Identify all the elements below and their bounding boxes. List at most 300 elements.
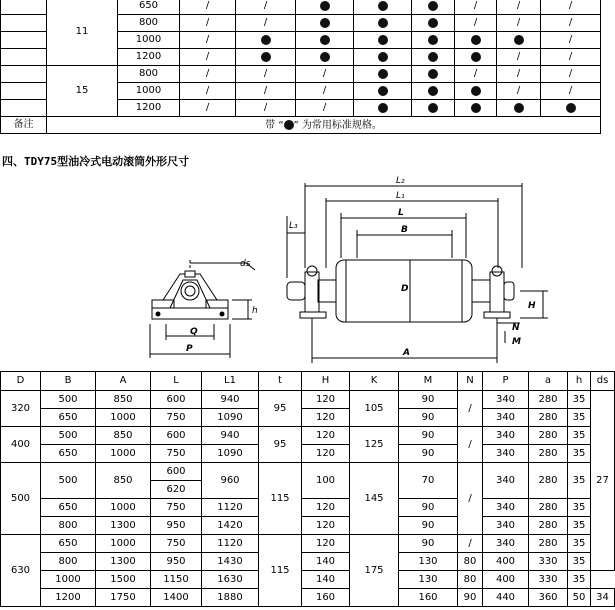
h-cell: 120	[302, 517, 350, 535]
standard-spec-cell	[354, 15, 412, 32]
h-cell: 100	[302, 463, 350, 499]
m-cell: 160	[399, 589, 458, 607]
slash-mark: /	[568, 17, 573, 28]
h-cell: 120	[302, 535, 350, 553]
ds-cell: 34	[591, 589, 615, 607]
slash-mark: /	[263, 85, 268, 96]
diameter-cell: 400	[1, 427, 41, 463]
column-header: t	[259, 372, 302, 391]
dimension-row	[1, 463, 615, 481]
section-heading: 四、TDY75型油冷式电动滚筒外形尺寸	[2, 155, 190, 168]
unavailable-cell	[541, 83, 601, 100]
unavailable-cell	[296, 100, 354, 117]
standard-dot-icon	[378, 69, 388, 79]
roller-outline-drawing	[0, 168, 601, 371]
standard-spec-cell	[354, 32, 412, 49]
standard-dot-icon	[378, 52, 388, 62]
dimension-row	[1, 553, 615, 571]
standard-spec-cell	[296, 49, 354, 66]
small-a-cell: 280	[529, 535, 568, 553]
h-cell: 120	[302, 427, 350, 445]
small-a-cell: 330	[529, 553, 568, 571]
slash-mark: /	[516, 85, 521, 96]
standard-spec-cell	[497, 32, 541, 49]
standard-spec-cell	[455, 100, 497, 117]
unavailable-cell	[455, 0, 497, 15]
label-h-big: H	[528, 301, 536, 311]
small-a-cell: 280	[529, 463, 568, 499]
unavailable-cell	[236, 0, 296, 15]
unavailable-cell	[236, 100, 296, 117]
standard-dot-icon	[471, 86, 481, 96]
small-a-cell: 280	[529, 445, 568, 463]
n-cell: /	[458, 427, 483, 463]
standard-spec-cell	[455, 49, 497, 66]
belt-width-cell: 1200	[118, 49, 180, 66]
small-h-cell: 35	[568, 391, 591, 409]
slash-mark: /	[205, 51, 210, 62]
a-cell: 850	[96, 391, 151, 409]
label-b: B	[401, 225, 408, 235]
slash-mark: /	[322, 68, 327, 79]
slash-mark: /	[263, 0, 268, 11]
b-cell: 800	[41, 553, 96, 571]
l1-cell: 940	[202, 427, 259, 445]
standard-spec-cell	[412, 32, 455, 49]
belt-width-cell: 800	[118, 15, 180, 32]
slash-mark: /	[322, 102, 327, 113]
dimension-row	[1, 391, 615, 409]
m-cell: 90	[399, 535, 458, 553]
a-cell: 1000	[96, 409, 151, 427]
p-cell: 340	[483, 445, 529, 463]
m-cell: 70	[399, 463, 458, 499]
unavailable-cell	[180, 32, 236, 49]
standard-spec-cell	[455, 32, 497, 49]
p-cell: 400	[483, 571, 529, 589]
standard-dot-icon	[471, 35, 481, 45]
standard-spec-cell	[296, 15, 354, 32]
belt-width-cell: 1000	[118, 83, 180, 100]
unavailable-cell	[541, 66, 601, 83]
standard-dot-icon	[378, 86, 388, 96]
standard-spec-cell	[354, 66, 412, 83]
unavailable-cell	[541, 15, 601, 32]
small-a-cell: 280	[529, 517, 568, 535]
dimension-table	[0, 371, 615, 607]
standard-spec-cell	[296, 0, 354, 15]
unavailable-cell	[541, 0, 601, 15]
header-row	[1, 372, 615, 391]
label-h-small: h	[252, 306, 258, 316]
column-header: A	[96, 372, 151, 391]
standard-spec-cell	[412, 15, 455, 32]
h-cell: 120	[302, 445, 350, 463]
standard-spec-cell	[455, 83, 497, 100]
l-cell: 750	[151, 535, 202, 553]
l1-cell: 1090	[202, 409, 259, 427]
h-cell: 140	[302, 571, 350, 589]
standard-dot-icon	[428, 35, 438, 45]
small-a-cell: 280	[529, 499, 568, 517]
l1-cell: 960	[202, 463, 259, 499]
b-cell: 650	[41, 409, 96, 427]
blank-cell	[1, 49, 47, 66]
standard-dot-icon	[378, 103, 388, 113]
blank-cell	[1, 83, 47, 100]
dimension-row	[1, 535, 615, 553]
slash-mark: /	[263, 102, 268, 113]
standard-dot-icon	[378, 18, 388, 28]
unavailable-cell	[497, 83, 541, 100]
blank-cell	[1, 32, 47, 49]
label-l3: L₃	[289, 221, 298, 231]
belt-width-cell: 650	[118, 0, 180, 15]
small-h-cell: 35	[568, 445, 591, 463]
column-header: M	[399, 372, 458, 391]
unavailable-cell	[541, 32, 601, 49]
b-cell: 650	[41, 499, 96, 517]
l-cell: 750	[151, 445, 202, 463]
a-cell: 1000	[96, 499, 151, 517]
l-cell: 600	[151, 427, 202, 445]
dimension-row	[1, 499, 615, 517]
slash-mark: /	[568, 68, 573, 79]
unavailable-cell	[541, 49, 601, 66]
b-cell: 800	[41, 517, 96, 535]
m-cell: 130	[399, 571, 458, 589]
small-h-cell: 35	[568, 517, 591, 535]
spec-row	[1, 66, 601, 83]
m-cell: 90	[399, 445, 458, 463]
unavailable-cell	[236, 66, 296, 83]
blank-cell	[1, 100, 47, 117]
a-cell: 1500	[96, 571, 151, 589]
l-cell: 1150	[151, 571, 202, 589]
l1-cell: 1630	[202, 571, 259, 589]
b-cell: 500	[41, 427, 96, 445]
n-cell: 80	[458, 571, 483, 589]
p-cell: 400	[483, 553, 529, 571]
column-header: D	[1, 372, 41, 391]
standard-dot-icon	[514, 103, 524, 113]
unavailable-cell	[236, 15, 296, 32]
l-cell: 600	[151, 391, 202, 409]
h-cell: 160	[302, 589, 350, 607]
standard-spec-cell	[412, 49, 455, 66]
blank-cell	[1, 66, 47, 83]
slash-mark: /	[568, 0, 573, 11]
a-cell: 1300	[96, 517, 151, 535]
k-cell: 105	[350, 391, 399, 427]
slash-mark: /	[263, 68, 268, 79]
small-a-cell: 280	[529, 391, 568, 409]
belt-width-cell: 800	[118, 66, 180, 83]
standard-dot-icon	[566, 103, 576, 113]
standard-dot-icon	[428, 18, 438, 28]
slash-mark: /	[473, 0, 478, 11]
l-cell: 950	[151, 553, 202, 571]
standard-dot-icon	[320, 35, 330, 45]
standard-spec-cell	[412, 100, 455, 117]
label-l1: L₁	[396, 191, 405, 201]
small-a-cell: 280	[529, 427, 568, 445]
l1-cell: 1090	[202, 445, 259, 463]
remark-label: 备注	[1, 117, 47, 134]
label-d: D	[401, 284, 409, 294]
standard-spec-cell	[412, 0, 455, 15]
dimension-row	[1, 589, 615, 607]
l-cell: 950	[151, 517, 202, 535]
unavailable-cell	[497, 15, 541, 32]
l1-cell: 940	[202, 391, 259, 409]
remark-after: ” 为常用标准规格。	[293, 119, 382, 131]
blank-cell	[1, 15, 47, 32]
dimension-row	[1, 517, 615, 535]
p-cell: 340	[483, 409, 529, 427]
diameter-cell: 500	[1, 463, 41, 535]
label-n: N	[512, 323, 520, 333]
b-cell: 500	[41, 463, 96, 499]
n-cell: /	[458, 535, 483, 553]
standard-dot-icon	[514, 35, 524, 45]
slash-mark: /	[516, 17, 521, 28]
m-cell: 130	[399, 553, 458, 571]
t-cell: 95	[259, 391, 302, 427]
b-cell: 650	[41, 535, 96, 553]
h-cell: 120	[302, 391, 350, 409]
column-header: L	[151, 372, 202, 391]
unavailable-cell	[180, 0, 236, 15]
unavailable-cell	[180, 66, 236, 83]
label-ds: ds	[240, 259, 251, 269]
label-l: L	[398, 208, 404, 218]
dimension-row	[1, 427, 615, 445]
a-cell: 1300	[96, 553, 151, 571]
l-cell: 750	[151, 409, 202, 427]
slash-mark: /	[205, 102, 210, 113]
diameter-cell: 320	[1, 391, 41, 427]
standard-dot-icon	[428, 103, 438, 113]
standard-dot-icon	[261, 35, 271, 45]
slash-mark: /	[516, 0, 521, 11]
front-view	[287, 176, 548, 363]
p-cell: 340	[483, 463, 529, 499]
standard-dot-icon	[320, 1, 330, 11]
standard-dot-icon	[320, 52, 330, 62]
slash-mark: /	[263, 17, 268, 28]
standard-dot-icon	[471, 52, 481, 62]
l1-cell: 1120	[202, 499, 259, 517]
side-view	[150, 259, 258, 358]
label-q: Q	[190, 327, 198, 337]
slash-mark: /	[568, 85, 573, 96]
small-a-cell: 330	[529, 571, 568, 589]
h-cell: 120	[302, 409, 350, 427]
slash-mark: /	[516, 68, 521, 79]
h-cell: 120	[302, 499, 350, 517]
l1-cell: 1430	[202, 553, 259, 571]
small-h-cell: 35	[568, 463, 591, 499]
standard-spec-cell	[236, 49, 296, 66]
label-m: M	[512, 337, 521, 347]
n-cell: 90	[458, 589, 483, 607]
a-cell: 850	[96, 463, 151, 499]
slash-mark: /	[205, 0, 210, 11]
l-cell: 1400	[151, 589, 202, 607]
slash-mark: /	[473, 17, 478, 28]
standard-dot-icon	[378, 1, 388, 11]
column-header: N	[458, 372, 483, 391]
column-header: B	[41, 372, 96, 391]
small-h-cell: 35	[568, 535, 591, 553]
unavailable-cell	[180, 15, 236, 32]
column-header: ds	[591, 372, 615, 391]
unavailable-cell	[497, 0, 541, 15]
label-a: A	[403, 348, 410, 358]
unavailable-cell	[296, 66, 354, 83]
remark-text	[47, 117, 601, 134]
standard-spec-cell	[541, 100, 601, 117]
standard-dot-icon	[284, 120, 294, 130]
a-cell: 850	[96, 427, 151, 445]
n-cell: /	[458, 391, 483, 427]
small-h-cell: 35	[568, 553, 591, 571]
a-cell: 1000	[96, 445, 151, 463]
l1-cell: 1120	[202, 535, 259, 553]
unavailable-cell	[180, 100, 236, 117]
p-cell: 440	[483, 589, 529, 607]
slash-mark: /	[568, 34, 573, 45]
small-a-cell: 280	[529, 409, 568, 427]
power-cell: 11	[47, 0, 118, 66]
p-cell: 340	[483, 499, 529, 517]
unavailable-cell	[296, 83, 354, 100]
small-h-cell: 35	[568, 499, 591, 517]
belt-width-cell: 1000	[118, 32, 180, 49]
remark-before: 带 “	[265, 119, 284, 131]
dimension-row	[1, 409, 615, 427]
b-cell: 1200	[41, 589, 96, 607]
h-cell: 140	[302, 553, 350, 571]
l1-cell: 1880	[202, 589, 259, 607]
standard-dot-icon	[320, 18, 330, 28]
b-cell: 500	[41, 391, 96, 409]
m-cell: 90	[399, 427, 458, 445]
a-cell: 1000	[96, 535, 151, 553]
unavailable-cell	[455, 15, 497, 32]
spec-availability-table	[0, 0, 601, 134]
label-p: P	[186, 344, 193, 354]
m-cell: 90	[399, 409, 458, 427]
standard-spec-cell	[412, 66, 455, 83]
standard-dot-icon	[261, 52, 271, 62]
small-h-cell: 35	[568, 427, 591, 445]
dimension-row	[1, 445, 615, 463]
unavailable-cell	[497, 49, 541, 66]
diameter-cell: 630	[1, 535, 41, 607]
label-l2: L₂	[396, 176, 405, 186]
m-cell: 90	[399, 499, 458, 517]
p-cell: 340	[483, 427, 529, 445]
l-cell: 600	[151, 463, 202, 481]
standard-spec-cell	[354, 100, 412, 117]
unavailable-cell	[236, 83, 296, 100]
m-cell: 90	[399, 391, 458, 409]
l-cell: 620	[151, 481, 202, 499]
remark-row	[1, 117, 601, 134]
standard-spec-cell	[236, 32, 296, 49]
column-header: K	[350, 372, 399, 391]
standard-dot-icon	[378, 35, 388, 45]
column-header: P	[483, 372, 529, 391]
t-cell: 115	[259, 535, 302, 607]
belt-width-cell: 1200	[118, 100, 180, 117]
small-a-cell: 360	[529, 589, 568, 607]
ds-cell: 27	[591, 391, 615, 571]
m-cell: 90	[399, 517, 458, 535]
standard-spec-cell	[412, 83, 455, 100]
standard-spec-cell	[354, 83, 412, 100]
unavailable-cell	[497, 66, 541, 83]
standard-dot-icon	[428, 86, 438, 96]
slash-mark: /	[205, 85, 210, 96]
slash-mark: /	[205, 68, 210, 79]
standard-spec-cell	[354, 49, 412, 66]
small-h-cell: 35	[568, 409, 591, 427]
t-cell: 115	[259, 463, 302, 535]
a-cell: 1750	[96, 589, 151, 607]
b-cell: 650	[41, 445, 96, 463]
n-cell: 80	[458, 553, 483, 571]
n-cell: /	[458, 463, 483, 535]
standard-dot-icon	[471, 103, 481, 113]
standard-dot-icon	[428, 69, 438, 79]
small-h-cell: 35	[568, 571, 591, 589]
standard-spec-cell	[354, 0, 412, 15]
standard-spec-cell	[296, 32, 354, 49]
k-cell: 125	[350, 427, 399, 463]
power-cell: 15	[47, 66, 118, 117]
slash-mark: /	[205, 17, 210, 28]
column-header: h	[568, 372, 591, 391]
slash-mark: /	[205, 34, 210, 45]
b-cell: 1000	[41, 571, 96, 589]
slash-mark: /	[516, 51, 521, 62]
column-header: a	[529, 372, 568, 391]
slash-mark: /	[322, 85, 327, 96]
p-cell: 340	[483, 517, 529, 535]
unavailable-cell	[180, 83, 236, 100]
unavailable-cell	[180, 49, 236, 66]
k-cell: 175	[350, 535, 399, 607]
k-cell: 145	[350, 463, 399, 535]
dimension-row	[1, 571, 615, 589]
l-cell: 750	[151, 499, 202, 517]
standard-spec-cell	[497, 100, 541, 117]
column-header: H	[302, 372, 350, 391]
spec-row	[1, 0, 601, 15]
standard-dot-icon	[428, 52, 438, 62]
slash-mark: /	[473, 68, 478, 79]
p-cell: 340	[483, 535, 529, 553]
blank-cell	[1, 0, 47, 15]
slash-mark: /	[568, 51, 573, 62]
unavailable-cell	[455, 66, 497, 83]
p-cell: 340	[483, 391, 529, 409]
standard-dot-icon	[428, 1, 438, 11]
column-header: L1	[202, 372, 259, 391]
